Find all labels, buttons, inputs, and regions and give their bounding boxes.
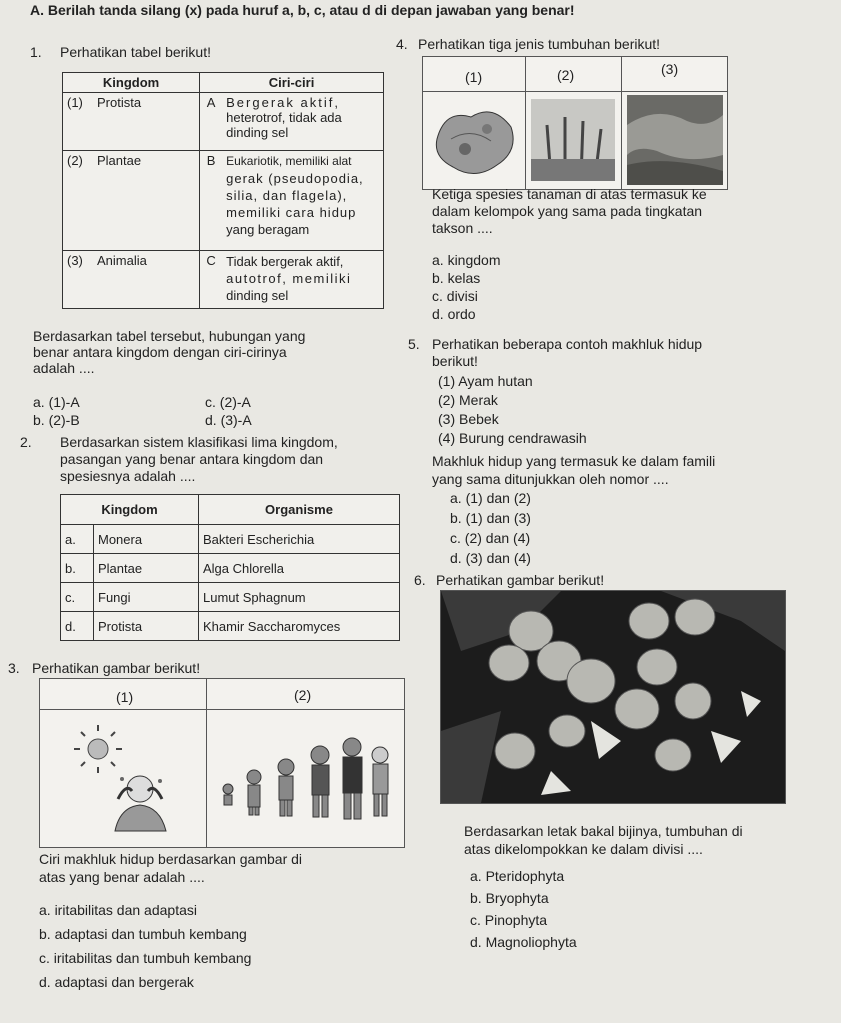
liverwort-plant-image — [431, 99, 519, 181]
q2-row-organism: Bakteri Escherichia — [199, 525, 400, 554]
q4-option-c[interactable]: c. divisi — [432, 288, 478, 304]
q4-option-d[interactable]: d. ordo — [432, 306, 476, 322]
q2-row-kingdom: Plantae — [94, 554, 199, 583]
toddler-icon — [247, 770, 261, 815]
q1-row-kingdom: Protista — [93, 93, 200, 151]
q3-option-a[interactable]: a. iritabilitas dan adaptasi — [39, 902, 197, 918]
q1-question: Berdasarkan tabel tersebut, hubungan yang benar antara kingdom dengan ciri-cirinya adalah .... — [33, 328, 306, 376]
q2-row-letter: b. — [61, 554, 94, 583]
q3-option-c[interactable]: c. iritabilitas dan tumbuh kembang — [39, 950, 252, 966]
q6-option-b[interactable]: b. Bryophyta — [470, 890, 549, 906]
q1-header-ciri: Ciri-ciri — [200, 73, 384, 93]
q6-prompt: Perhatikan gambar berikut! — [436, 572, 605, 588]
q6-option-d[interactable]: d. Magnoliophyta — [470, 934, 577, 950]
fern-plant-image — [531, 99, 615, 181]
q1-prompt: Perhatikan tabel berikut! — [60, 44, 211, 60]
person-icon — [115, 776, 166, 831]
q2-row-organism: Lumut Sphagnum — [199, 583, 400, 612]
q2-row-kingdom: Monera — [94, 525, 199, 554]
q2-question: Berdasarkan sistem klasifikasi lima kingdom, pasangan yang benar antara kingdom dan spesiesnya adalah .... — [60, 434, 338, 484]
q3-option-d[interactable]: d. adaptasi dan bergerak — [39, 974, 194, 990]
elderly-icon — [372, 747, 388, 816]
q2-row-organism: Khamir Saccharomyces — [199, 612, 400, 641]
q1-row-ciri: Tidak bergerak aktif, autotrof, memiliki dinding sel — [222, 251, 383, 309]
q5-option-c[interactable]: c. (2) dan (4) — [450, 530, 531, 546]
q1-option-a[interactable]: a. (1)-A — [33, 394, 80, 410]
q3-option-b[interactable]: b. adaptasi dan tumbuh kembang — [39, 926, 247, 942]
q2-row-organism: Alga Chlorella — [199, 554, 400, 583]
q2-row-kingdom: Protista — [94, 612, 199, 641]
q5-number: 5. — [408, 336, 420, 352]
q2-row-letter: a. — [61, 525, 94, 554]
q4-question: Ketiga spesies tanaman di atas termasuk ke dalam kelompok yang sama pada tingkatan takson .... — [432, 186, 707, 236]
q1-header-kingdom: Kingdom — [63, 73, 200, 93]
q6-option-c[interactable]: c. Pinophyta — [470, 912, 548, 928]
q1-option-b[interactable]: b. (2)-B — [33, 412, 80, 428]
q4-option-b[interactable]: b. kelas — [432, 270, 481, 286]
q3-picture-box — [39, 678, 405, 848]
adult-icon — [343, 738, 362, 819]
q1-option-d[interactable]: d. (3)-A — [205, 412, 252, 428]
q2-number: 2. — [20, 434, 32, 450]
q4-option-a[interactable]: a. kingdom — [432, 252, 501, 268]
q4-number: 4. — [396, 36, 408, 52]
q4-label-1: (1) — [465, 69, 483, 85]
baby-icon — [223, 784, 233, 805]
q3-col2-label: (2) — [294, 687, 312, 703]
q4-picture-box — [422, 56, 728, 190]
q5-option-d[interactable]: d. (3) dan (4) — [450, 550, 531, 566]
q5-prompt: Perhatikan beberapa contoh makhluk hidup berikut! — [432, 336, 703, 369]
q1-row-letter: C — [200, 251, 223, 309]
q5-item: (2) Merak — [438, 392, 498, 408]
q5-item: (1) Ayam hutan — [438, 373, 533, 389]
q1-row-num: (1) — [63, 93, 94, 151]
q2-table — [60, 494, 400, 641]
q4-label-2: (2) — [557, 67, 575, 83]
child-icon — [278, 759, 294, 816]
q3-number: 3. — [8, 660, 20, 676]
q1-row-letter: A — [200, 93, 223, 151]
q6-question: Berdasarkan letak bakal bijinya, tumbuhan di atas dikelompokkan ke dalam divisi .... — [464, 823, 743, 857]
q6-number: 6. — [414, 572, 426, 588]
q2-row-letter: d. — [61, 612, 94, 641]
q5-item: (3) Bebek — [438, 411, 499, 427]
q1-row-ciri: Bergerak aktif, heterotrof, tidak ada dinding sel — [222, 93, 383, 151]
q2-row-letter: c. — [61, 583, 94, 612]
sun-and-person-illustration — [60, 719, 200, 839]
q5-question: Makhluk hidup yang termasuk ke dalam famili yang sama ditunjukkan oleh nomor .... — [432, 453, 716, 487]
q5-item: (4) Burung cendrawasih — [438, 430, 587, 446]
fruit-photo — [440, 590, 786, 804]
q4-prompt: Perhatikan tiga jenis tumbuhan berikut! — [418, 36, 661, 52]
q3-prompt: Perhatikan gambar berikut! — [32, 660, 201, 676]
q3-question: Ciri makhluk hidup berdasarkan gambar di atas yang benar adalah .... — [39, 851, 303, 885]
q1-number: 1. — [30, 44, 42, 60]
q5-option-a[interactable]: a. (1) dan (2) — [450, 490, 531, 506]
q1-row-num: (2) — [63, 151, 94, 251]
q2-row-kingdom: Fungi — [94, 583, 199, 612]
q1-row-kingdom: Plantae — [93, 151, 200, 251]
q1-row-num: (3) — [63, 251, 94, 309]
q5-items — [438, 372, 587, 448]
q1-row-kingdom: Animalia — [93, 251, 200, 309]
q2-header-kingdom: Kingdom — [61, 495, 199, 525]
q5-option-b[interactable]: b. (1) dan (3) — [450, 510, 531, 526]
sun-icon — [74, 725, 122, 773]
q4-label-3: (3) — [661, 61, 679, 77]
teen-icon — [311, 746, 329, 817]
q1-table — [62, 72, 384, 309]
q1-option-c[interactable]: c. (2)-A — [205, 394, 251, 410]
moss-plant-image — [627, 95, 723, 185]
q6-option-a[interactable]: a. Pteridophyta — [470, 868, 565, 884]
q1-row-letter: B — [200, 151, 223, 251]
q1-row-ciri: Eukariotik, memiliki alat gerak (pseudopodia, silia, dan flagela), memiliki cara hidup yang beragam — [222, 151, 383, 251]
q3-col1-label: (1) — [116, 689, 134, 705]
q2-header-organisme: Organisme — [199, 495, 400, 525]
growth-stages-illustration — [216, 719, 396, 839]
section-a-instruction: A. Berilah tanda silang (x) pada huruf a, b, c, atau d di depan jawaban yang benar! — [30, 2, 575, 18]
